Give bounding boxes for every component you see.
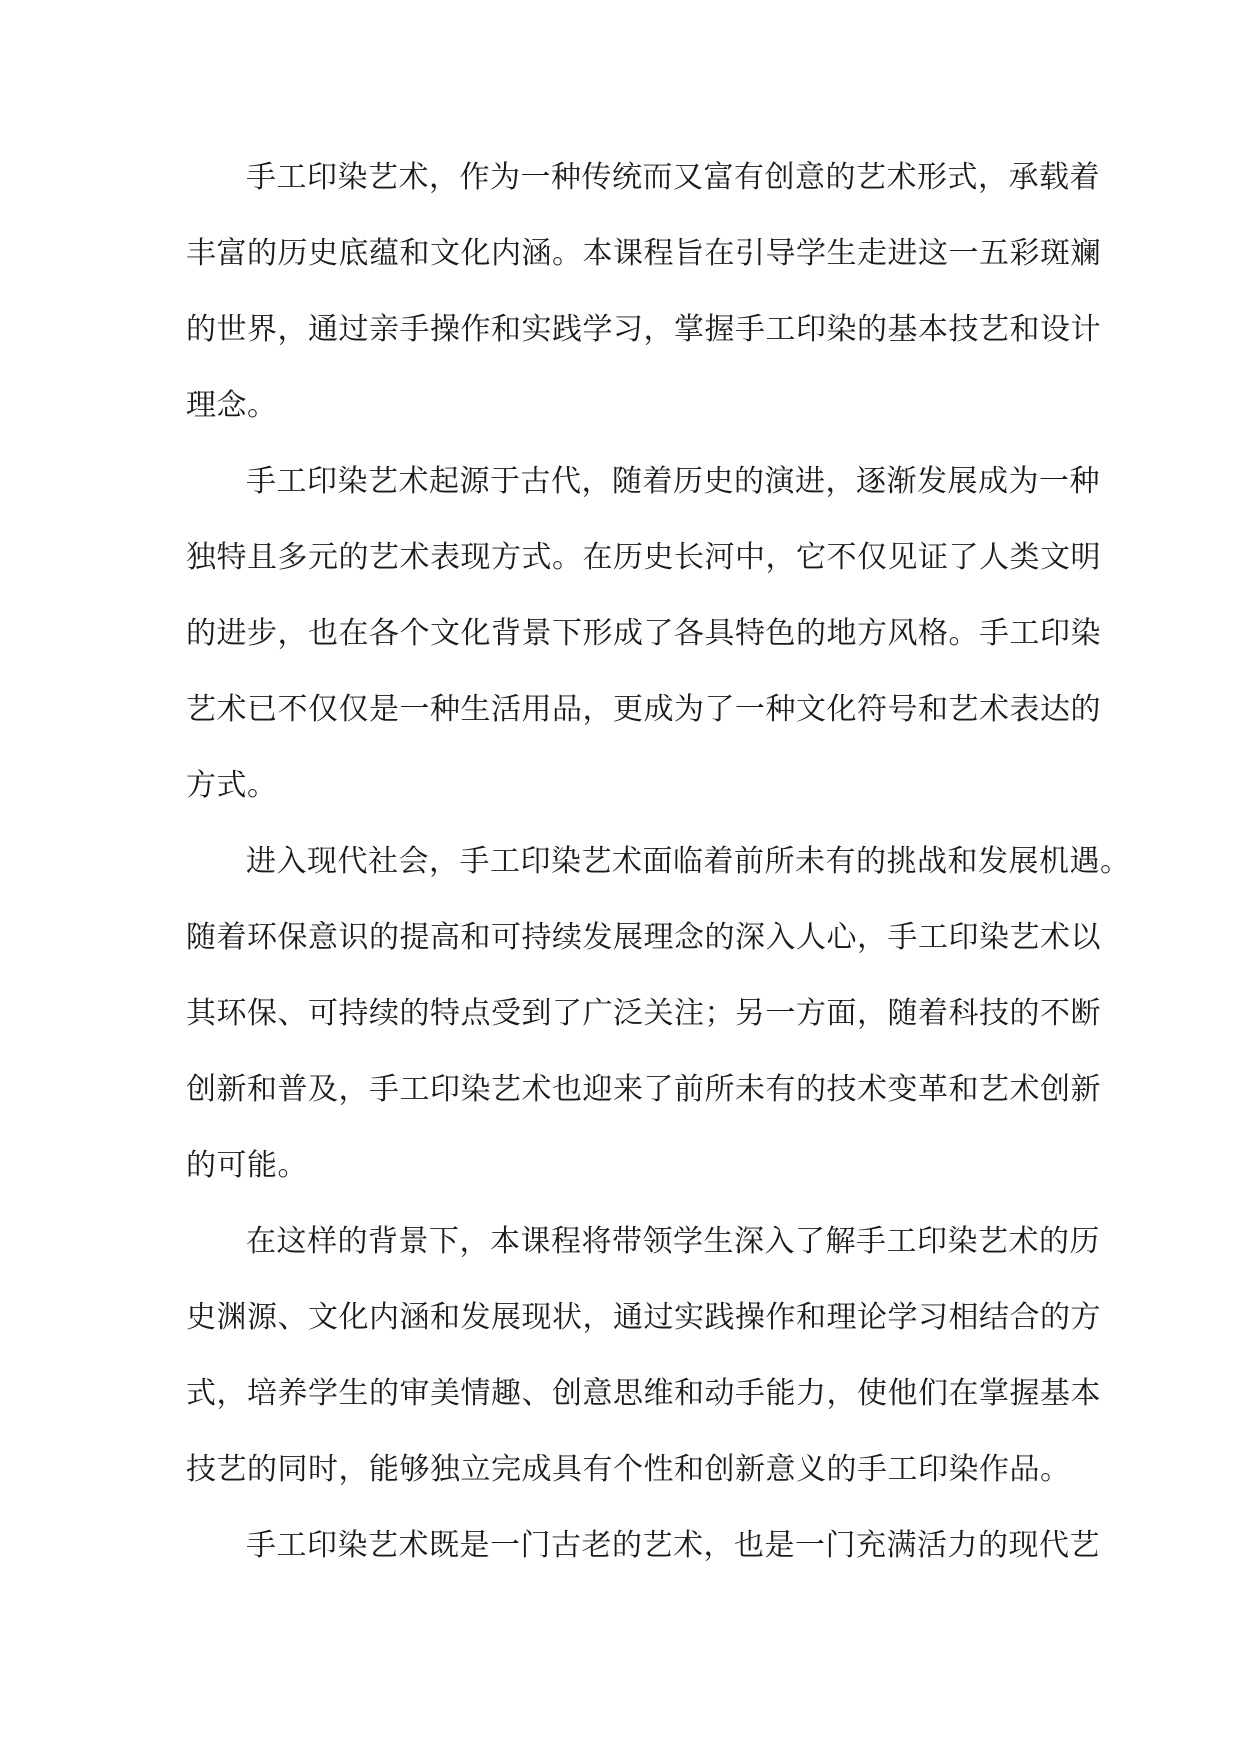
text-line: 方式。 xyxy=(186,768,278,803)
text-line: 理念。 xyxy=(186,388,278,423)
text-line: 的可能。 xyxy=(186,1148,308,1183)
text-line: 创新和普及，手工印染艺术也迎来了前所未有的技术变革和艺术创新 xyxy=(186,1072,1101,1107)
text-line: 式，培养学生的审美情趣、创意思维和动手能力，使他们在掌握基本 xyxy=(186,1376,1101,1411)
text-line: 艺术已不仅仅是一种生活用品，更成为了一种文化符号和艺术表达的 xyxy=(186,692,1101,727)
text-line: 技艺的同时，能够独立完成具有个性和创新意义的手工印染作品。 xyxy=(186,1452,1071,1487)
text-line: 在这样的背景下，本课程将带领学生深入了解手工印染艺术的历 xyxy=(246,1224,1100,1259)
text-line: 的进步，也在各个文化背景下形成了各具特色的地方风格。手工印染 xyxy=(186,616,1101,651)
text-line: 独特且多元的艺术表现方式。在历史长河中，它不仅见证了人类文明 xyxy=(186,540,1101,575)
text-line: 随着环保意识的提高和可持续发展理念的深入人心，手工印染艺术以 xyxy=(186,920,1101,955)
text-line: 手工印染艺术既是一门古老的艺术，也是一门充满活力的现代艺 xyxy=(246,1528,1100,1563)
text-line: 进入现代社会，手工印染艺术面临着前所未有的挑战和发展机遇。 xyxy=(246,844,1131,879)
text-line: 史渊源、文化内涵和发展现状，通过实践操作和理论学习相结合的方 xyxy=(186,1300,1101,1335)
text-line: 的世界，通过亲手操作和实践学习，掌握手工印染的基本技艺和设计 xyxy=(186,312,1101,347)
text-line: 丰富的历史底蕴和文化内涵。本课程旨在引导学生走进这一五彩斑斓 xyxy=(186,236,1101,271)
text-line: 手工印染艺术起源于古代，随着历史的演进，逐渐发展成为一种 xyxy=(246,464,1100,499)
text-line: 其环保、可持续的特点受到了广泛关注；另一方面，随着科技的不断 xyxy=(186,996,1101,1031)
text-line: 手工印染艺术，作为一种传统而又富有创意的艺术形式，承载着 xyxy=(246,160,1100,195)
